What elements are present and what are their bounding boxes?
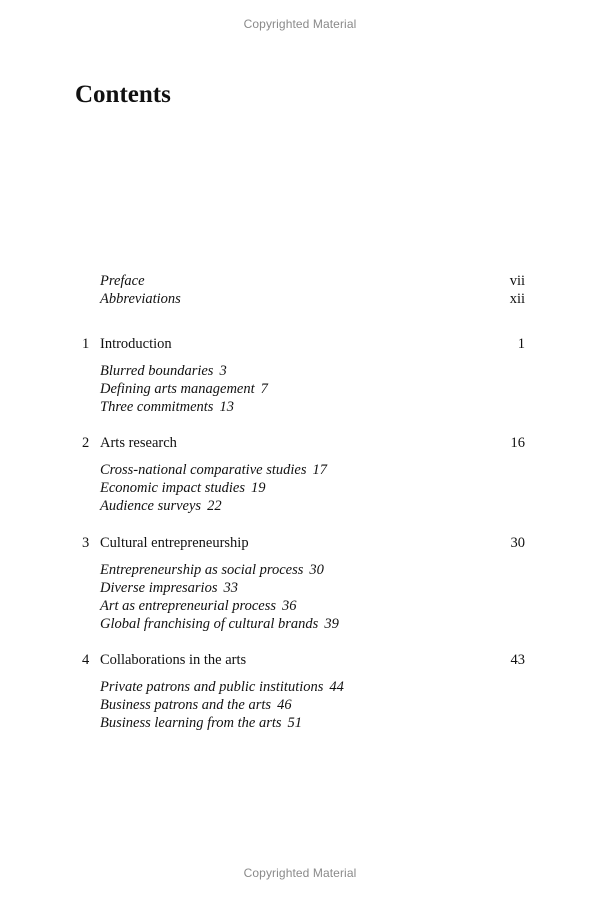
section-label: Defining arts management — [100, 381, 255, 397]
section-page-number: 33 — [223, 580, 238, 596]
section-label: Economic impact studies — [100, 480, 245, 496]
section-page-number: 44 — [329, 679, 344, 695]
chapter-page-number: 30 — [510, 535, 525, 551]
section-label: Diverse impresarios — [100, 580, 218, 596]
toc-entry-preface — [100, 272, 145, 290]
chapter-page-number: 16 — [510, 435, 525, 451]
section-entry — [100, 678, 344, 696]
section-page-number: 3 — [219, 363, 227, 379]
section-label: Business patrons and the arts — [100, 697, 272, 713]
toc-page-number: xii — [509, 291, 525, 307]
section-page-number: 39 — [324, 616, 339, 632]
section-page-number: 22 — [207, 498, 222, 514]
section-page-number: 36 — [282, 598, 297, 614]
section-entry — [100, 597, 297, 615]
section-label: Art as entrepreneurial process — [100, 598, 276, 614]
section-label: Private patrons and public institutions — [100, 679, 324, 695]
section-entry — [100, 615, 339, 633]
toc-entry-label: Abbreviations — [100, 291, 181, 307]
section-label: Three commitments — [100, 399, 214, 415]
chapter-title: Arts research — [100, 435, 177, 451]
section-page-number: 19 — [250, 480, 266, 496]
section-entry — [100, 380, 268, 398]
section-page-number: 51 — [287, 715, 303, 731]
copyright-watermark-top: Copyrighted Material — [243, 17, 357, 31]
page-title: Contents — [75, 81, 171, 108]
section-entry — [100, 479, 265, 497]
section-entry — [100, 714, 302, 732]
chapter-page-number: 1 — [517, 336, 525, 352]
section-entry — [100, 362, 227, 380]
section-label: Cross-national comparative studies — [100, 462, 307, 478]
section-entry — [100, 579, 238, 597]
chapter-title: Cultural entrepreneurship — [100, 535, 249, 551]
section-entry — [100, 561, 324, 579]
chapter-title: Collaborations in the arts — [100, 652, 247, 668]
chapter-number: 1 — [82, 336, 90, 352]
copyright-watermark-bottom: Copyrighted Material — [243, 866, 357, 880]
toc-page-number: vii — [509, 273, 525, 289]
section-page-number: 13 — [219, 399, 234, 415]
section-label: Business learning from the arts — [100, 715, 282, 731]
chapter-number: 2 — [82, 435, 90, 451]
section-label: Audience surveys — [100, 498, 202, 514]
section-entry — [100, 398, 234, 416]
section-entry — [100, 497, 222, 515]
chapter-title: Introduction — [100, 336, 172, 352]
toc-entry-label: Preface — [100, 273, 145, 289]
section-page-number: 17 — [312, 462, 327, 478]
section-page-number: 46 — [277, 697, 292, 713]
section-page-number: 7 — [260, 381, 268, 397]
section-label: Blurred boundaries — [100, 363, 214, 379]
section-label: Entrepreneurship as social process — [100, 562, 304, 578]
section-page-number: 30 — [309, 562, 324, 578]
section-entry — [100, 696, 292, 714]
chapter-page-number: 43 — [510, 652, 525, 668]
chapter-number: 3 — [82, 535, 90, 551]
chapter-number: 4 — [82, 652, 90, 668]
toc-entry-abbreviations — [100, 290, 181, 308]
section-entry — [100, 461, 327, 479]
section-label: Global franchising of cultural brands — [100, 616, 319, 632]
